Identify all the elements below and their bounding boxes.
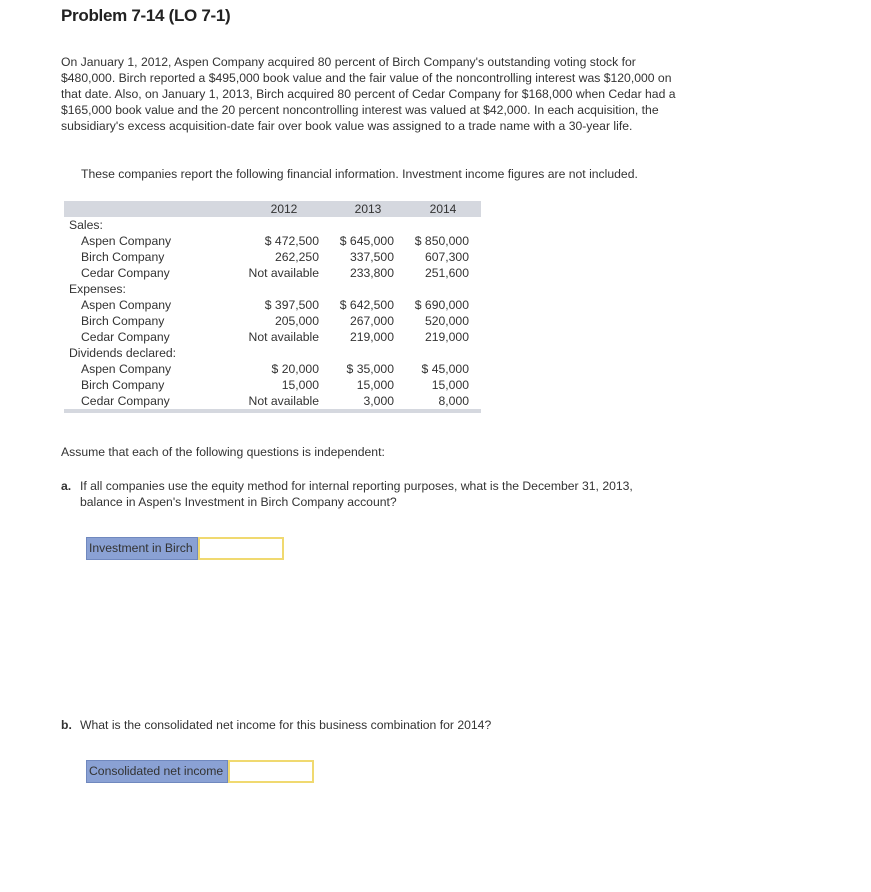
question-a-letter: a. — [61, 479, 72, 493]
investment-in-birch-label: Investment in Birch — [86, 537, 198, 560]
cell-2012: Not available — [248, 330, 319, 344]
cell-2014: 251,600 — [424, 266, 469, 280]
financial-table — [64, 201, 481, 413]
section-dividends — [64, 345, 481, 361]
section-label: Expenses: — [69, 282, 126, 296]
cell-2012: 205,000 — [274, 314, 319, 328]
question-b-text: What is the consolidated net income for this business combination for 2014? — [80, 718, 492, 732]
question-a-line2: balance in Aspen's Investment in Birch Company account? — [80, 495, 397, 509]
table-row — [64, 265, 481, 281]
question-b — [61, 717, 691, 733]
assumption-text: Assume that each of the following questions is independent: — [61, 445, 385, 459]
cell-2012: $ 20,000 — [271, 362, 319, 376]
table-row — [64, 393, 481, 409]
cell-2013: 267,000 — [349, 314, 394, 328]
cell-2014: 520,000 — [424, 314, 469, 328]
table-row — [64, 329, 481, 345]
cell-2014: $ 45,000 — [421, 362, 469, 376]
question-a — [61, 478, 691, 510]
row-label: Aspen Company — [81, 234, 172, 248]
table-row — [64, 233, 481, 249]
row-label: Cedar Company — [81, 330, 170, 344]
problem-title: Problem 7-14 (LO 7-1) — [61, 6, 231, 25]
cell-2014: 219,000 — [424, 330, 469, 344]
row-label: Birch Company — [81, 378, 165, 392]
cell-2014: $ 690,000 — [414, 298, 469, 312]
cell-2012: Not available — [248, 394, 319, 408]
header-2014: 2014 — [429, 202, 457, 216]
table-row — [64, 377, 481, 393]
consolidated-net-income-input[interactable] — [228, 760, 314, 783]
cell-2012: Not available — [248, 266, 319, 280]
cell-2014: 607,300 — [424, 250, 469, 264]
cell-2013: 337,500 — [349, 250, 394, 264]
investment-in-birch-input[interactable] — [198, 537, 284, 560]
section-label: Sales: — [69, 218, 103, 232]
cell-2013: 233,800 — [349, 266, 394, 280]
cell-2012: $ 397,500 — [264, 298, 319, 312]
consolidated-net-income-label: Consolidated net income — [86, 760, 228, 783]
cell-2014: 15,000 — [431, 378, 469, 392]
table-lead-text: These companies report the following financial information. Investment income figures are not included. — [81, 167, 638, 181]
cell-2012: 262,250 — [274, 250, 319, 264]
answer-b-row — [86, 760, 314, 783]
cell-2012: $ 472,500 — [264, 234, 319, 248]
cell-2014: $ 850,000 — [414, 234, 469, 248]
row-label: Birch Company — [81, 250, 165, 264]
header-2012: 2012 — [270, 202, 298, 216]
section-sales — [64, 217, 481, 233]
table-row — [64, 249, 481, 265]
row-label: Aspen Company — [81, 362, 172, 376]
row-label: Cedar Company — [81, 394, 170, 408]
header-2013: 2013 — [354, 202, 382, 216]
cell-2013: 15,000 — [356, 378, 394, 392]
table-header — [64, 201, 481, 217]
table-row — [64, 313, 481, 329]
cell-2014: 8,000 — [438, 394, 469, 408]
cell-2013: $ 645,000 — [339, 234, 394, 248]
table-row — [64, 361, 481, 377]
question-a-line1: If all companies use the equity method for internal reporting purposes, what is the December 31, 2013, — [80, 479, 633, 493]
section-label: Dividends declared: — [69, 346, 177, 360]
question-b-letter: b. — [61, 718, 72, 732]
row-label: Aspen Company — [81, 298, 172, 312]
cell-2012: 15,000 — [281, 378, 319, 392]
cell-2013: 3,000 — [363, 394, 394, 408]
answer-a-row — [86, 537, 284, 560]
problem-intro: On January 1, 2012, Aspen Company acquired 80 percent of Birch Company's outstanding voting stock for $480,000. Birch reported a $495,000 book value and the fair value of the noncontrolling interest was $120,000 on that date. Also, on January 1, 2013, Birch acquired 80 percent of Cedar Company for $168,000 when Cedar had a $165,000 book value and the 20 percent noncontrolling interest was valued at $42,000. In each acquisition, the subsidiary's excess acquisition-date fair over book value was assigned to a trade name with a 30-year life. — [61, 55, 676, 133]
row-label: Birch Company — [81, 314, 165, 328]
row-label: Cedar Company — [81, 266, 170, 280]
cell-2013: $ 35,000 — [346, 362, 394, 376]
section-expenses — [64, 281, 481, 297]
cell-2013: $ 642,500 — [339, 298, 394, 312]
cell-2013: 219,000 — [349, 330, 394, 344]
table-row — [64, 297, 481, 313]
